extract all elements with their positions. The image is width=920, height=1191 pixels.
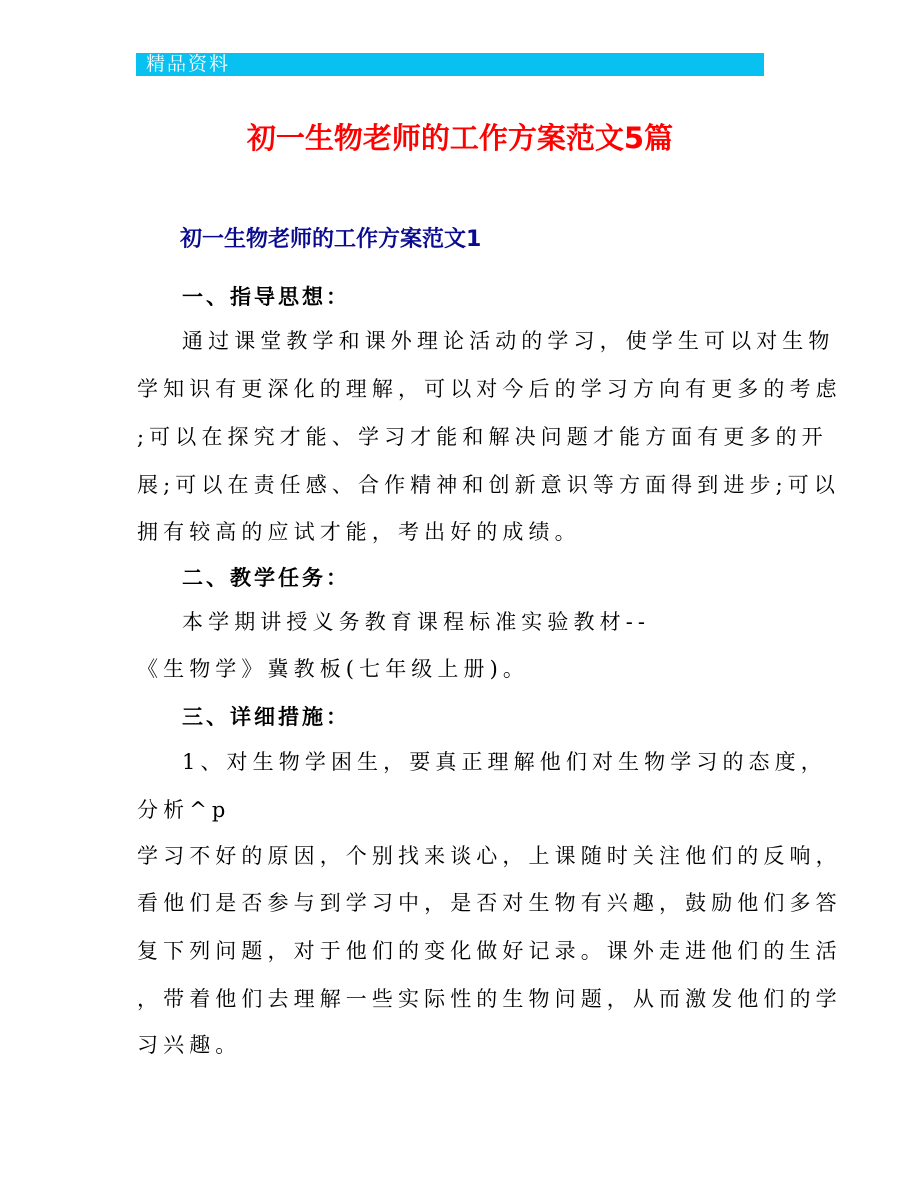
paragraph-line: 学习不好的原因，个别找来谈心，上课随时关注他们的反响，	[137, 844, 842, 868]
paragraph-line: ，带着他们去理解一些实际性的生物问题，从而激发他们的学	[137, 987, 842, 1011]
paragraph-line: 看他们是否参与到学习中，是否对生物有兴趣，鼓励他们多答	[137, 891, 842, 915]
paragraph-line: 《生物学》冀教板(七年级上册)。	[137, 657, 529, 681]
paragraph-line: 通过课堂教学和课外理论活动的学习，使学生可以对生物	[182, 329, 835, 353]
document-subtitle: 初一生物老师的工作方案范文1	[180, 227, 482, 252]
paragraph-line: 拥有较高的应试才能，考出好的成绩。	[137, 520, 581, 544]
paragraph-line: 1、对生物学困生，要真正理解他们对生物学习的态度，	[182, 750, 827, 774]
paragraph-line: 学知识有更深化的理解，可以对今后的学习方向有更多的考虑	[137, 377, 842, 401]
paragraph-line: 本学期讲授义务教育课程标准实验教材--	[182, 610, 651, 634]
paragraph-line: 分析^p	[137, 798, 231, 822]
paragraph-line: 展;可以在责任感、合作精神和创新意识等方面得到进步;可以	[137, 473, 840, 497]
document-title: 初一生物老师的工作方案范文5篇	[246, 121, 674, 155]
section-heading-guiding-thought: 一、指导思想：	[182, 285, 350, 309]
section-heading-measures: 三、详细措施：	[182, 705, 350, 729]
paragraph-line: 习兴趣。	[137, 1033, 242, 1057]
paragraph-line: ;可以在探究才能、学习才能和解决问题才能方面有更多的开	[137, 425, 828, 449]
header-banner	[136, 53, 764, 76]
paragraph-line: 复下列问题，对于他们的变化做好记录。课外走进他们的生活	[137, 939, 842, 963]
banner-label: 精品资料	[146, 53, 231, 75]
section-heading-teaching-tasks: 二、教学任务：	[182, 566, 350, 590]
